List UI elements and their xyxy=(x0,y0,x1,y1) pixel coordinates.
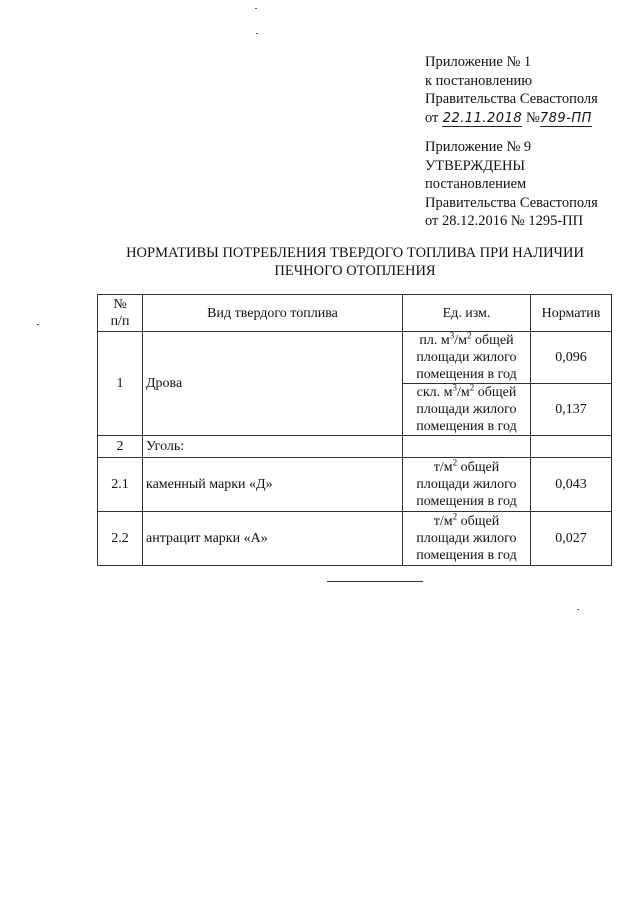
unit-line: $т/м^2$ общей xyxy=(433,457,500,475)
annex-1-date-line xyxy=(425,109,598,128)
norm-value: 0,096 xyxy=(531,332,612,384)
unit-line: площади жилого xyxy=(416,531,517,546)
norm-value: 0,043 xyxy=(531,458,612,512)
annex-1-heading: Приложение № 1 xyxy=(425,54,532,70)
annex-9-block xyxy=(425,138,598,231)
unit-cell xyxy=(403,512,531,566)
unit-line: помещения в год xyxy=(416,419,517,434)
unit-cell xyxy=(403,458,531,512)
annex-9-line: Правительства Севастополя xyxy=(425,194,598,211)
annex-1-block xyxy=(425,53,598,127)
norm-value xyxy=(531,436,612,458)
table-header-row xyxy=(98,295,612,332)
unit-cell xyxy=(403,384,531,436)
end-rule xyxy=(327,581,423,582)
unit-line: скл. $м^3/м^2$ общей xyxy=(416,382,517,400)
norms-table xyxy=(97,294,612,566)
header-num xyxy=(98,295,143,332)
annex-9-heading: Приложение № 9 xyxy=(425,139,532,155)
norm-value: 0,027 xyxy=(531,512,612,566)
unit-line: $т/м^2$ общей xyxy=(433,511,500,529)
header-unit: Ед. изм. xyxy=(403,295,531,332)
number-prefix: № xyxy=(526,109,540,126)
unit-line: площади жилого xyxy=(416,402,517,417)
row-number: 2 xyxy=(98,436,143,458)
unit-line: площади жилого xyxy=(416,477,517,492)
row-number: 1 xyxy=(98,332,143,436)
title-line: НОРМАТИВЫ ПОТРЕБЛЕНИЯ ТВЕРДОГО ТОПЛИВА ПРИ НАЛИЧИИ xyxy=(126,245,584,261)
title-line: ПЕЧНОГО ОТОПЛЕНИЯ xyxy=(274,263,436,279)
unit-line: помещения в год xyxy=(416,367,517,382)
document-title xyxy=(100,244,610,280)
handwritten-date: 22.11.2018 xyxy=(442,110,523,126)
unit-line: помещения в год xyxy=(416,494,517,509)
row-number: 2.1 xyxy=(98,458,143,512)
table-row xyxy=(98,512,612,566)
annex-1-line: Правительства Севастополя xyxy=(425,91,598,107)
annex-9-line: от 28.12.2016 № 1295-ПП xyxy=(425,213,584,229)
fuel-name: Дрова xyxy=(143,332,403,436)
unit-line: помещения в год xyxy=(416,548,517,563)
approved-label: УТВЕРЖДЕНЫ xyxy=(425,157,526,174)
header-num-line: № xyxy=(113,297,127,312)
fuel-name: каменный марки «Д» xyxy=(143,458,403,512)
row-number: 2.2 xyxy=(98,512,143,566)
scan-speck xyxy=(577,609,579,610)
fuel-name: Уголь: xyxy=(143,436,403,458)
scan-speck xyxy=(256,33,258,34)
annex-1-line: к постановлению xyxy=(425,72,533,89)
table-row xyxy=(98,458,612,512)
table-row xyxy=(98,332,612,384)
annex-9-line: постановлением xyxy=(425,176,527,192)
header-num-line: п/п xyxy=(110,314,130,329)
header-norm: Норматив xyxy=(531,295,612,332)
scan-speck xyxy=(37,324,39,325)
unit-line: пл. $м^3/м^2$ общей xyxy=(419,330,514,348)
handwritten-number: 789-ПП xyxy=(539,110,592,126)
unit-line: площади жилого xyxy=(416,350,517,365)
table-row xyxy=(98,436,612,458)
unit-cell xyxy=(403,332,531,384)
header-fuel-type: Вид твердого топлива xyxy=(143,295,403,332)
date-prefix: от xyxy=(425,109,439,126)
scan-speck xyxy=(255,8,257,9)
norm-value: 0,137 xyxy=(531,384,612,436)
fuel-name: антрацит марки «А» xyxy=(143,512,403,566)
unit-cell xyxy=(403,436,531,458)
